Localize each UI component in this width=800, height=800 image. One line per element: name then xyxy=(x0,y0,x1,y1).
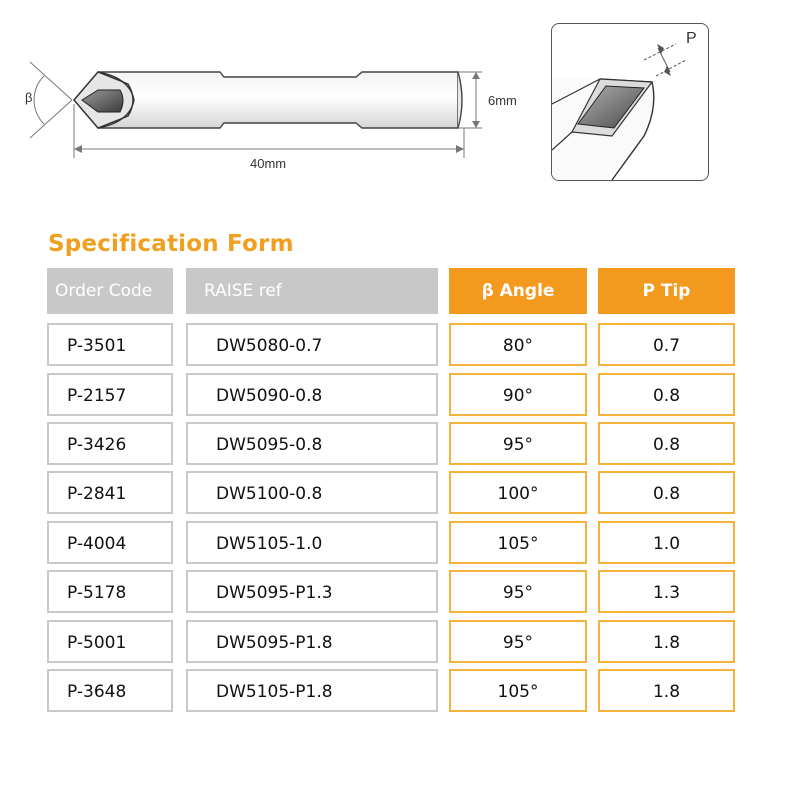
tip-detail-drawing xyxy=(552,24,708,180)
order-code-cell: P-5178 xyxy=(47,570,173,613)
order-code-cell: P-3426 xyxy=(47,422,173,465)
beta-angle-cell: 95° xyxy=(449,570,587,613)
raise-ref-cell: DW5100-0.8 xyxy=(186,471,438,514)
raise-ref-cell: DW5090-0.8 xyxy=(186,373,438,416)
order-code-cell: P-5001 xyxy=(47,620,173,663)
p-tip-cell: 1.8 xyxy=(598,620,735,663)
header-p-tip: P Tip xyxy=(598,268,735,314)
tip-detail-inset xyxy=(551,23,709,181)
p-tip-cell: 0.8 xyxy=(598,422,735,465)
order-code-cell: P-2841 xyxy=(47,471,173,514)
beta-angle-cell: 95° xyxy=(449,422,587,465)
diameter-label: 6mm xyxy=(488,93,517,108)
p-tip-cell: 1.8 xyxy=(598,669,735,712)
beta-angle-cell: 80° xyxy=(449,323,587,366)
order-code-cell: P-3501 xyxy=(47,323,173,366)
order-code-cell: P-4004 xyxy=(47,521,173,564)
beta-angle-cell: 90° xyxy=(449,373,587,416)
header-raise-ref: RAISE ref xyxy=(186,268,438,314)
length-label: 40mm xyxy=(250,156,287,171)
p-tip-cell: 0.7 xyxy=(598,323,735,366)
order-code-cell: P-2157 xyxy=(47,373,173,416)
beta-angle-cell: 95° xyxy=(449,620,587,663)
spec-title: Specification Form xyxy=(48,231,294,257)
beta-angle-cell: 100° xyxy=(449,471,587,514)
inset-p-label: P xyxy=(686,30,697,47)
header-order-code: Order Code xyxy=(47,268,173,314)
order-code-cell: P-3648 xyxy=(47,669,173,712)
raise-ref-cell: DW5080-0.7 xyxy=(186,323,438,366)
beta-angle-cell: 105° xyxy=(449,669,587,712)
raise-ref-cell: DW5095-P1.8 xyxy=(186,620,438,663)
p-tip-cell: 1.3 xyxy=(598,570,735,613)
beta-angle-cell: 105° xyxy=(449,521,587,564)
p-tip-cell: 0.8 xyxy=(598,471,735,514)
p-tip-cell: 0.8 xyxy=(598,373,735,416)
raise-ref-cell: DW5105-1.0 xyxy=(186,521,438,564)
raise-ref-cell: DW5105-P1.8 xyxy=(186,669,438,712)
raise-ref-cell: DW5095-0.8 xyxy=(186,422,438,465)
header-beta-angle: β Angle xyxy=(449,268,587,314)
p-tip-cell: 1.0 xyxy=(598,521,735,564)
raise-ref-cell: DW5095-P1.3 xyxy=(186,570,438,613)
beta-label: β xyxy=(25,90,33,105)
